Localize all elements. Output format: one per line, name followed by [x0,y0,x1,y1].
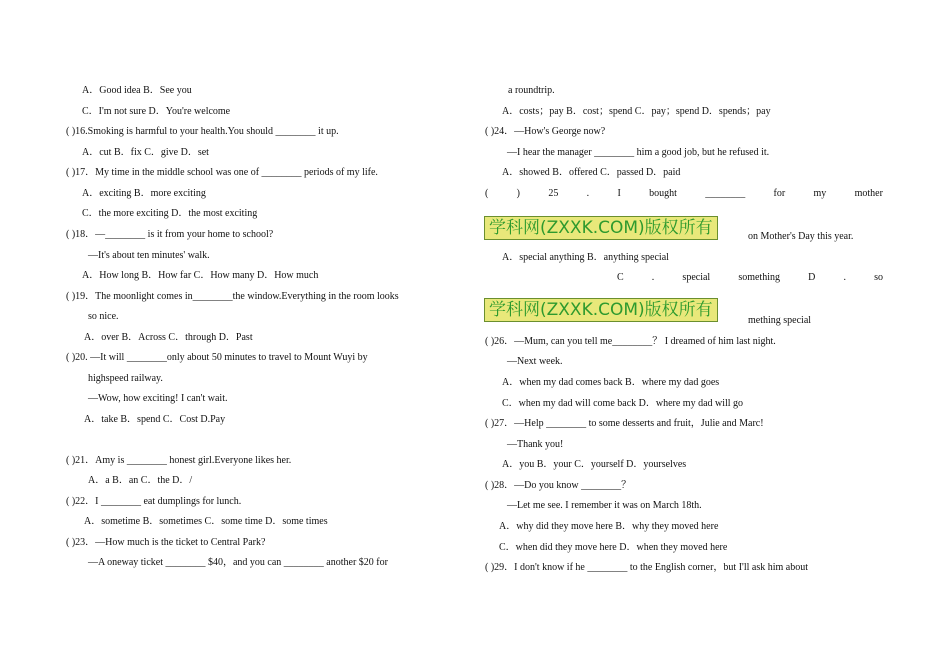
q26-options-cd: C．when my dad will come back D．where my dad will go [502,398,744,409]
q27-options: A．you B．your C．yourself D．yourselves [502,459,687,470]
q28-options-ab: A．why did they move here B．why they moved here [499,521,719,532]
q17-stem: ( )17．My time in the middle school was one of ________ periods of my life. [66,167,378,178]
q25-word: ( [485,188,489,199]
q16-stem: ( )16.Smoking is harmful to your health.You should ________ it up. [66,126,339,137]
q28-options-cd: C．when did they move here D．when they moved here [499,542,728,553]
q17-options-ab: A．exciting B．more exciting [82,188,206,199]
q25-word: mother [854,188,883,199]
q19-options: A．over B．Across C．through D．Past [84,332,253,343]
q20-stem: ( )20. —It will ________only about 50 minutes to travel to Mount Wuyi by [66,352,368,363]
q20-reply: —Wow, how exciting! I can't wait. [88,393,228,404]
q25-word: . [586,188,590,199]
q23-options: A．costs；pay B．cost；spend C．pay；spend D．spends；pay [502,106,771,117]
q28-reply: —Let me see. I remember it was on March 18th. [507,500,702,511]
watermark-banner: 学科网(ZXXK.COM)版权所有 [484,298,718,322]
q20-options: A．take B．spend C．Cost D.Pay [84,414,226,425]
q26-stem: ( )26．—Mum, can you tell me________？ I dreamed of him last night. [485,336,776,347]
q25-option-part: D [808,272,816,283]
q21-stem: ( )21．Amy is ________ honest girl.Everyone likes her. [66,455,292,466]
q18-stem: ( )18．—________ is it from your home to school? [66,229,274,240]
q25-options-cd [617,271,883,284]
q25-options-ab: A．special anything B．anything special [502,252,669,263]
q16-options: A．cut B．fix C．give D．set [82,147,209,158]
q25-option-part: so [874,272,883,283]
q23-stem: ( )23．—How much is the ticket to Central Park? [66,537,266,548]
q25-option-part: C [617,272,624,283]
q15-options-cd: C．I'm not sure D．You're welcome [82,106,231,117]
q25-word: my [813,188,827,199]
q25-option-part: special [682,272,711,283]
q29-stem: ( )29．I don't know if he ________ to the English corner，but I'll ask him about [485,562,808,573]
q20-stem-cont: highspeed railway. [88,373,163,384]
q27-stem: ( )27．—Help ________ to some desserts and fruit，Julie and Marc! [485,418,764,429]
q24-stem: ( )24．—How's George now? [485,126,606,137]
q25-stem [485,187,883,200]
q25-word: I [617,188,621,199]
q25-word: 25 [548,188,559,199]
watermark-banner: 学科网(ZXXK.COM)版权所有 [484,216,718,240]
q24-options: A．showed B．offered C．passed D．paid [502,167,681,178]
q17-options-cd: C．the more exciting D．the most exciting [82,208,258,219]
q25-stem-cont: on Mother's Day this year. [748,231,854,242]
q25-word: ) [516,188,520,199]
q18-options: A．How long B．How far C．How many D．How much [82,270,319,281]
q23-reply: —A oneway ticket ________ $40，and you can ________ another $20 for [88,557,388,568]
q19-stem-cont: so nice. [88,311,119,322]
q22-stem: ( )22．I ________ eat dumplings for lunch. [66,496,242,507]
q19-stem: ( )19．The moonlight comes in________the window.Everything in the room looks [66,291,399,302]
q21-options: A．a B．an C．the D．/ [88,475,193,486]
q27-reply: —Thank you! [507,439,564,450]
q25-word: for [773,188,786,199]
q28-stem: ( )28．—Do you know ________？ [485,480,632,491]
q25-word: bought [649,188,677,199]
q26-reply: —Next week. [507,356,563,367]
q25-option-part: . [651,272,655,283]
q25-option-d-cont: mething special [748,315,812,326]
q22-options: A．sometime B．sometimes C．some time D．some times [84,516,328,527]
q25-option-part: . [843,272,846,283]
q26-options-ab: A．when my dad comes back B．where my dad goes [502,377,720,388]
q25-word: ________ [705,188,746,199]
q25-option-part: something [738,272,780,283]
q18-reply: —It's about ten minutes' walk. [88,250,210,261]
q15-options-ab: A．Good idea B．See you [82,85,192,96]
q23-reply-cont: a roundtrip. [508,85,555,96]
q24-reply: —I hear the manager ________ him a good job, but he refused it. [507,147,770,158]
